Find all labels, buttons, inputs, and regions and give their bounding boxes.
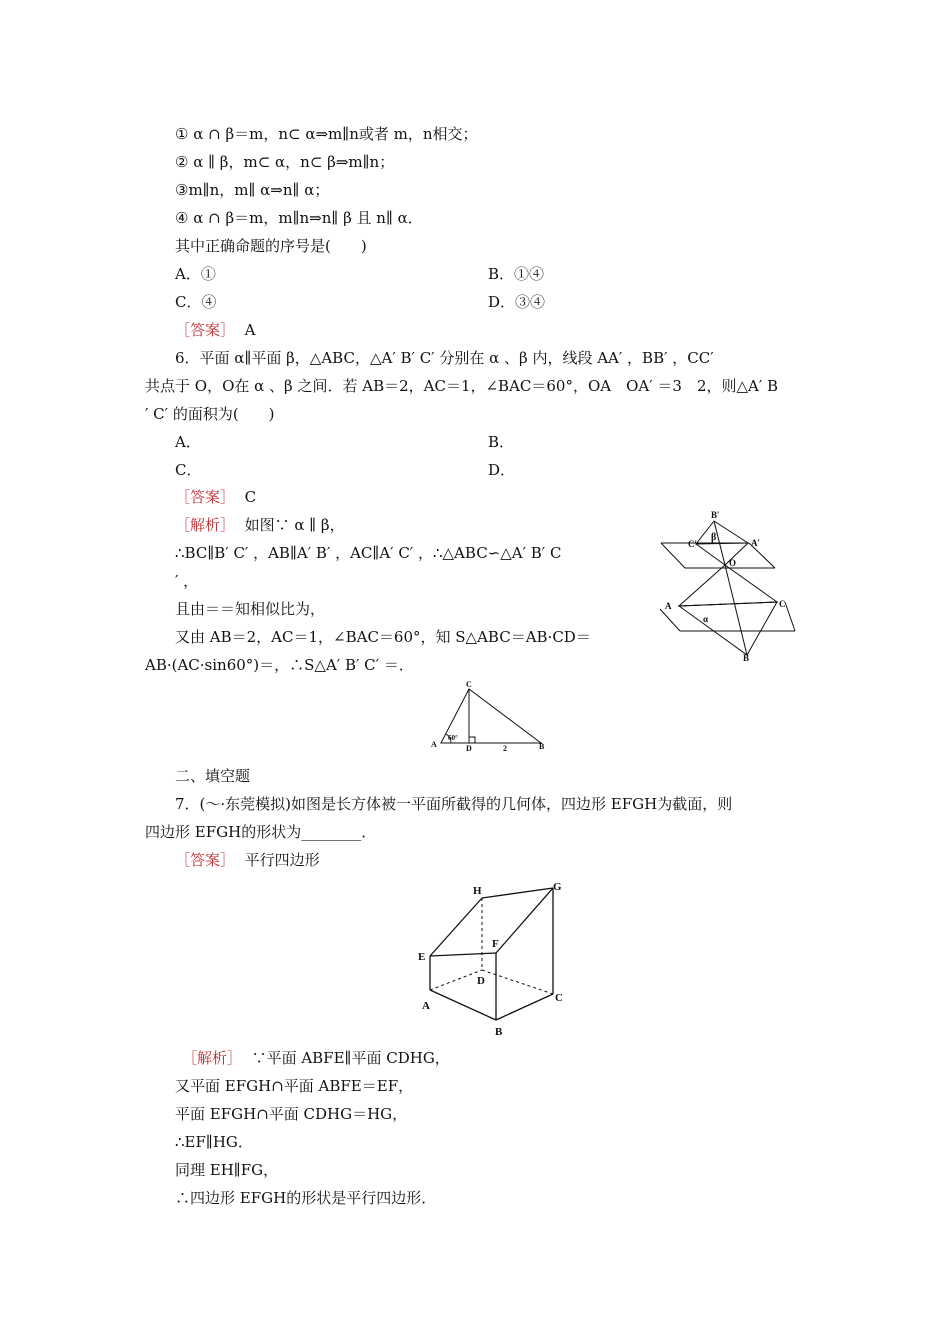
q5-answer — [175, 320, 255, 340]
q7-answer — [175, 850, 320, 870]
label-c: C — [466, 680, 472, 689]
q6-stem-line3: ′ C′ 的面积为( ) — [145, 405, 275, 423]
answer-tag: ［答案］ — [175, 321, 236, 339]
q6-option-a: A． — [175, 433, 201, 451]
q5-option-c: C．④ — [175, 293, 217, 311]
q5-option-a: A．① — [175, 265, 216, 283]
q6-analysis-4: 且由＝＝知相似比为， — [175, 600, 326, 618]
answer-value: 平行四边形 — [244, 851, 320, 869]
label-e: E — [418, 951, 426, 963]
q6-analysis-6: AB·(AC·sin60°)＝，∴S△A′ B′ C′ ＝． — [145, 656, 414, 674]
q5-proposition-3: ③m∥n，m∥ α⇒n∥ α； — [175, 181, 330, 199]
label-c: C — [779, 599, 786, 609]
figure-pyramid-planes — [655, 505, 800, 665]
q6-option-d: D． — [488, 461, 516, 479]
analysis-text: 如图∵ α ∥ β， — [244, 516, 345, 534]
label-f: F — [492, 938, 499, 950]
analysis-tag: ［解析］ — [175, 516, 236, 534]
q6-analysis-1 — [175, 515, 345, 535]
q5-proposition-1: ① α ∩ β＝m，n⊂ α⇒m∥n或者 m，n相交； — [175, 125, 478, 143]
q7-analysis-5: 同理 EH∥FG， — [175, 1161, 279, 1179]
figure-triangle-abc — [428, 680, 558, 752]
q6-stem-line2: 共点于 O，O在 α 、β 之间．若 AB＝2，AC＝1，∠BAC＝60°，OA OA′ ＝3 2，则△A′ B — [145, 377, 779, 395]
q7-stem-line2: 四边形 EFGH的形状为________． — [145, 823, 377, 841]
q5-option-d: D．③④ — [488, 293, 546, 311]
answer-tag: ［答案］ — [175, 851, 236, 869]
q5-option-b: B．①④ — [488, 265, 545, 283]
answer-tag: ［答案］ — [175, 488, 236, 506]
q6-analysis-5: 又由 AB＝2，AC＝1，∠BAC＝60°，知 S△ABC＝AB·CD＝ — [175, 628, 591, 646]
label-b-prime: B′ — [711, 510, 720, 520]
q6-analysis-2: ∴BC∥B′ C′ ，AB∥A′ B′ ，AC∥A′ C′ ，∴△ABC∽△A′ B′ C — [175, 544, 562, 562]
analysis-tag: ［解析］ — [182, 1049, 243, 1067]
label-o: O — [729, 558, 737, 568]
label-b: B — [495, 1026, 503, 1038]
q6-analysis-3: ′ ， — [175, 572, 199, 590]
label-c-prime: C′ — [688, 539, 698, 549]
q7-stem-line1: 7．(～·东莞模拟)如图是长方体被一平面所截得的几何体，四边形 EFGH为截面，则 — [175, 795, 733, 813]
figure-truncated-box — [410, 878, 570, 1038]
label-angle: 60° — [448, 734, 458, 742]
label-b: B — [743, 653, 750, 663]
q5-proposition-4: ④ α ∩ β＝m，m∥n⇒n∥ β 且 n∥ α． — [175, 209, 423, 227]
q7-analysis-1 — [182, 1048, 450, 1068]
label-c: C — [555, 992, 563, 1004]
q7-analysis-6: ∴四边形 EFGH的形状是平行四边形． — [175, 1189, 437, 1207]
q6-stem-line1: 6．平面 α∥平面 β，△ABC，△A′ B′ C′ 分别在 α 、β 内，线段 AA′ ，BB′ ，CC′ — [175, 349, 714, 367]
section-heading: 二、填空题 — [175, 767, 251, 785]
q5-proposition-2: ② α ∥ β，m⊂ α，n⊂ β⇒m∥n； — [175, 153, 395, 171]
answer-value: A — [244, 321, 256, 339]
label-a-prime: A′ — [751, 538, 761, 548]
label-length: 2 — [503, 744, 507, 752]
label-beta: β — [711, 532, 717, 543]
label-d: D — [477, 975, 485, 987]
label-d: D — [466, 744, 472, 752]
label-alpha: α — [703, 614, 709, 624]
label-a: A — [431, 740, 437, 749]
q6-option-b: B． — [488, 433, 515, 451]
q6-option-c: C． — [175, 461, 202, 479]
label-h: H — [473, 885, 482, 897]
q7-analysis-3: 平面 EFGH∩平面 CDHG＝HG， — [175, 1105, 408, 1123]
label-g: G — [553, 881, 562, 893]
answer-value: C — [244, 488, 257, 506]
label-a: A — [665, 601, 672, 611]
q6-answer — [175, 487, 256, 507]
label-b: B — [539, 742, 545, 751]
q7-analysis-2: 又平面 EFGH∩平面 ABFE＝EF， — [175, 1077, 414, 1095]
analysis-text: ∵平面 ABFE∥平面 CDHG， — [251, 1049, 450, 1067]
q7-analysis-4: ∴EF∥HG． — [175, 1133, 253, 1151]
label-a: A — [422, 1000, 430, 1012]
q5-question: 其中正确命题的序号是( ) — [175, 237, 367, 255]
